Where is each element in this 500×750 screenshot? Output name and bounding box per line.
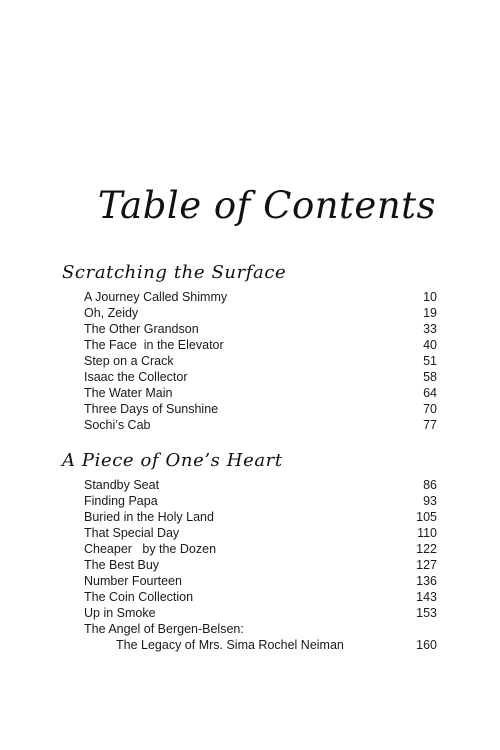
toc-entry bbox=[84, 525, 437, 541]
entry-title: Buried in the Holy Land bbox=[84, 510, 214, 524]
toc-entry bbox=[84, 337, 437, 353]
toc-entry bbox=[84, 401, 437, 417]
entry-page-number: 122 bbox=[416, 542, 437, 556]
entry-page-number: 58 bbox=[423, 370, 437, 384]
toc-entry bbox=[84, 289, 437, 305]
page-title: Table of Contents bbox=[97, 184, 436, 227]
entry-page-number: 110 bbox=[417, 526, 437, 540]
entry-page-number: 77 bbox=[423, 418, 437, 432]
section-heading: Scratching the Surface bbox=[62, 262, 287, 283]
entry-page-number: 160 bbox=[416, 638, 437, 652]
entry-title: Three Days of Sunshine bbox=[84, 402, 219, 416]
toc-entry bbox=[84, 589, 437, 605]
toc-entry bbox=[84, 541, 437, 557]
toc-entry bbox=[84, 621, 437, 637]
entry-page-number: 40 bbox=[423, 338, 437, 352]
toc-entry bbox=[84, 573, 437, 589]
toc-list-section-1 bbox=[84, 289, 437, 433]
toc-list-section-2 bbox=[84, 477, 437, 653]
toc-entry bbox=[84, 369, 437, 385]
toc-entry bbox=[84, 493, 437, 509]
entry-page-number: 86 bbox=[423, 478, 437, 492]
entry-page-number: 136 bbox=[416, 574, 437, 588]
entry-title: Step on a Crack bbox=[84, 354, 174, 368]
entry-page-number: 19 bbox=[423, 306, 437, 320]
toc-entry bbox=[84, 385, 437, 401]
entry-page-number: 127 bbox=[416, 558, 437, 572]
entry-title: The Other Grandson bbox=[84, 322, 199, 336]
entry-page-number: 143 bbox=[416, 590, 437, 604]
entry-title: Finding Papa bbox=[84, 494, 158, 508]
entry-title: Cheaper by the Dozen bbox=[84, 542, 217, 556]
entry-title: Oh, Zeidy bbox=[84, 306, 139, 320]
entry-page-number: 10 bbox=[423, 290, 437, 304]
entry-title: The Coin Collection bbox=[84, 590, 194, 604]
section-heading: A Piece of One’s Heart bbox=[62, 450, 283, 471]
toc-entry bbox=[84, 605, 437, 621]
entry-title: The Water Main bbox=[84, 386, 173, 400]
toc-entry bbox=[84, 417, 437, 433]
entry-title: The Best Buy bbox=[84, 558, 160, 572]
entry-page-number: 51 bbox=[423, 354, 437, 368]
entry-title: That Special Day bbox=[84, 526, 180, 540]
entry-title: Standby Seat bbox=[84, 478, 160, 492]
toc-entry bbox=[84, 321, 437, 337]
entry-title: The Legacy of Mrs. Sima Rochel Neiman bbox=[116, 638, 344, 652]
toc-entry-subtitle bbox=[84, 637, 437, 653]
toc-entry bbox=[84, 353, 437, 369]
entry-page-number: 153 bbox=[416, 606, 437, 620]
entry-title: Isaac the Collector bbox=[84, 370, 188, 384]
toc-entry bbox=[84, 305, 437, 321]
entry-title: The Angel of Bergen-Belsen: bbox=[84, 622, 244, 636]
entry-page-number: 70 bbox=[423, 402, 437, 416]
toc-entry bbox=[84, 509, 437, 525]
entry-title: Number Fourteen bbox=[84, 574, 182, 588]
entry-title: The Face in the Elevator bbox=[84, 338, 224, 352]
entry-page-number: 64 bbox=[423, 386, 437, 400]
entry-page-number: 105 bbox=[416, 510, 437, 524]
toc-entry bbox=[84, 477, 437, 493]
entry-title: Sochi’s Cab bbox=[84, 418, 151, 432]
entry-title: A Journey Called Shimmy bbox=[84, 290, 228, 304]
toc-entry bbox=[84, 557, 437, 573]
entry-title: Up in Smoke bbox=[84, 606, 156, 620]
entry-page-number: 93 bbox=[423, 494, 437, 508]
entry-page-number: 33 bbox=[423, 322, 437, 336]
